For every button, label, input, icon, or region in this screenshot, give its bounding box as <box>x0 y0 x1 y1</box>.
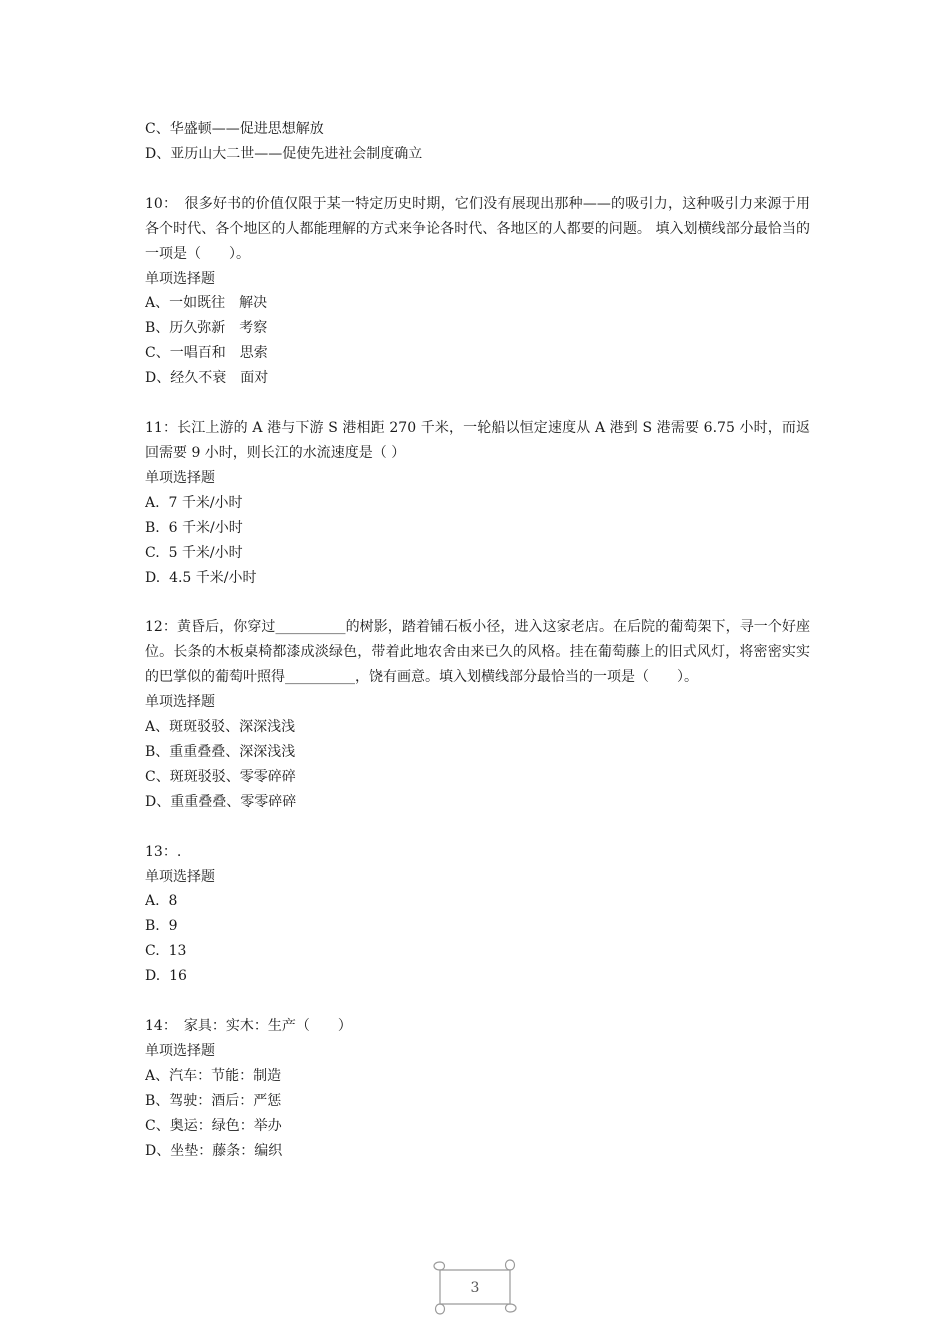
question-block <box>145 840 810 989</box>
answer-option[interactable]: C、一唱百和 思索 <box>145 345 268 362</box>
answer-option[interactable]: C、奥运：绿色：举办 <box>145 1117 282 1134</box>
answer-option[interactable]: C、华盛顿——促进思想解放 <box>145 121 324 137</box>
answer-option[interactable]: C. 13 <box>145 943 187 960</box>
question-type: 单项选择题 <box>145 694 215 711</box>
answer-option[interactable]: D. 4.5 千米/小时 <box>145 569 257 586</box>
answer-option[interactable]: A、斑斑驳驳、深深浅浅 <box>145 719 296 736</box>
answer-option[interactable]: D、经久不衰 面对 <box>145 370 269 387</box>
page-footer <box>430 1252 520 1322</box>
answer-option[interactable]: B、历久弥新 考察 <box>145 320 268 337</box>
answer-option[interactable]: B. 6 千米/小时 <box>145 519 243 536</box>
question-type: 单项选择题 <box>145 868 215 885</box>
question-block <box>145 615 810 814</box>
page-number: 3 <box>470 1280 480 1296</box>
answer-option[interactable]: A. 8 <box>145 893 178 910</box>
question-stem: 14： 家具：实木：生产（ ） <box>145 1018 352 1035</box>
answer-option[interactable]: A. 7 千米/小时 <box>145 494 243 511</box>
question-stem: 11：长江上游的 A 港与下游 S 港相距 270 千米，一轮船以恒定速度从 A 港到 S 港需要 6.75 小时，而返回需要 9 小时，则长江的水流速度是（ ） <box>145 420 810 461</box>
answer-option[interactable]: D、坐垫：藤条：编织 <box>145 1142 283 1159</box>
question-type: 单项选择题 <box>145 270 215 287</box>
answer-option[interactable]: C、斑斑驳驳、零零碎碎 <box>145 768 296 785</box>
answer-option[interactable]: B、重重叠叠、深深浅浅 <box>145 743 296 760</box>
answer-option[interactable]: D、重重叠叠、零零碎碎 <box>145 793 297 810</box>
answer-option[interactable]: A、一如既往 解决 <box>145 295 268 312</box>
question-stem: 12：黄昏后，你穿过__________的树影，踏着铺石板小径，进入这家老店。在后院的葡萄架下，寻一个好座位。长条的木板桌椅都漆成淡绿色，带着此地农舍由来已久的风格。挂在葡萄藤上的旧式风灯，将密密实实的巴掌似的葡萄叶照得__________，饶有画意。填入划横线部分最恰当的一项是（ ）。 <box>145 619 810 686</box>
question-block <box>145 416 810 590</box>
answer-option[interactable]: C. 5 千米/小时 <box>145 544 243 561</box>
question-block <box>145 117 810 167</box>
question-block <box>145 1014 810 1163</box>
answer-option[interactable]: A、汽车：节能：制造 <box>145 1067 282 1084</box>
question-type: 单项选择题 <box>145 469 215 486</box>
question-type: 单项选择题 <box>145 1043 215 1059</box>
question-stem: 13：. <box>145 843 182 860</box>
answer-option[interactable]: D、亚历山大二世——促使先进社会制度确立 <box>145 145 423 162</box>
answer-option[interactable]: B、驾驶：酒后：严惩 <box>145 1092 282 1109</box>
page-content <box>145 117 810 1164</box>
answer-option[interactable]: B. 9 <box>145 918 178 935</box>
answer-option[interactable]: D. 16 <box>145 968 187 985</box>
question-block <box>145 192 810 391</box>
question-stem: 10： 很多好书的价值仅限于某一特定历史时期，它们没有展现出那种——的吸引力，这种吸引力来源于用各个时代、各个地区的人都能理解的方式来争论各时代、各地区的人都要的问题。 填入划横线部分最恰当的一项是（ ）。 <box>145 195 810 262</box>
